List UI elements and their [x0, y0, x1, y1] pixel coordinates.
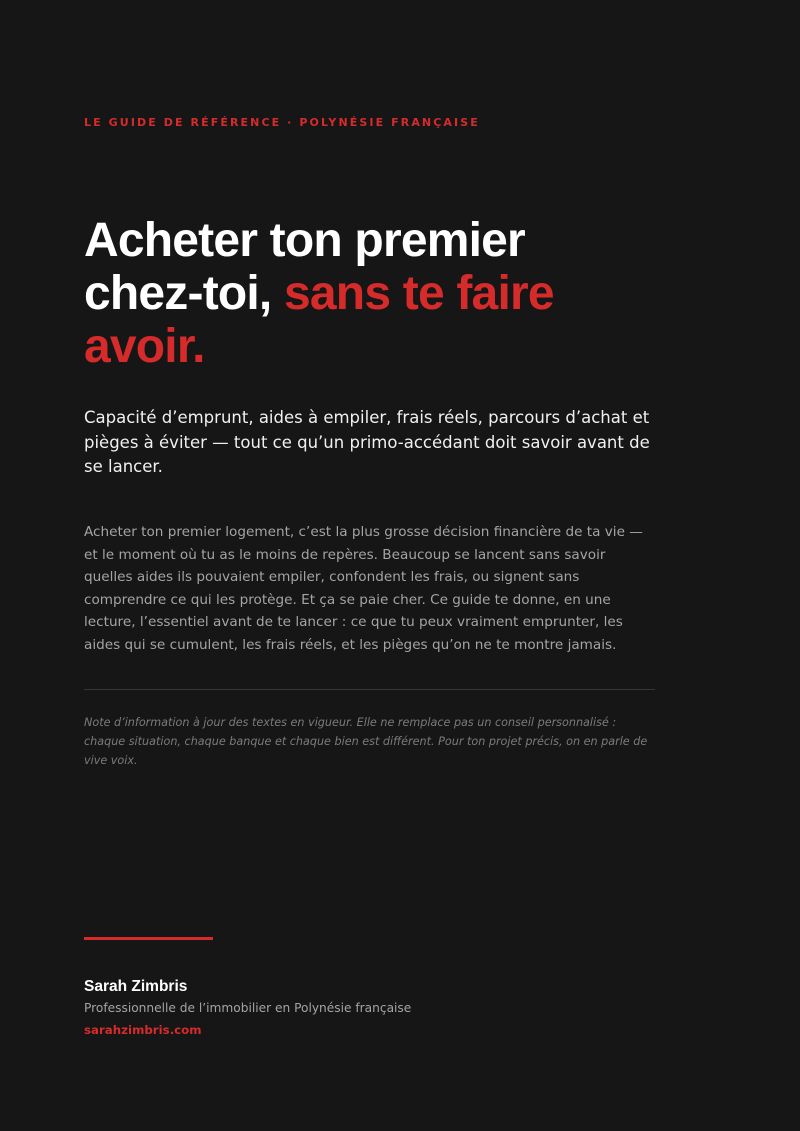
author-name: Sarah Zimbris	[84, 978, 188, 995]
disclaimer-note: Note d’information à jour des textes en vigueur. Elle ne remplace pas un conseil personnalisé : chaque situation, chaque banque et chaque bien est différent. Pour ton projet précis, on en parle de vive voix.	[84, 716, 648, 767]
author-role: Professionnelle de l’immobilier en Polynésie française	[84, 1001, 412, 1015]
guide-kicker: LE GUIDE DE RÉFÉRENCE · POLYNÉSIE FRANÇAISE	[84, 116, 480, 129]
page-title	[84, 214, 644, 373]
title-accent: sans te faire avoir.	[84, 267, 554, 373]
cover-page	[84, 0, 656, 1131]
title-plain: Acheter ton premier chez-toi,	[84, 214, 525, 320]
divider	[84, 689, 655, 690]
author-website-link[interactable]: sarahzimbris.com	[84, 1023, 202, 1037]
lede-paragraph: Capacité d’emprunt, aides à empiler, frais réels, parcours d’achat et pièges à éviter — tout ce qu’un primo-accédant doit savoir avant de se lancer.	[84, 408, 650, 476]
accent-bar	[84, 937, 213, 940]
intro-paragraph: Acheter ton premier logement, c’est la plus grosse décision financière de ta vie — et le moment où tu as le moins de repères. Beaucoup se lancent sans savoir quelles aides ils pouvaient empiler, confondent les frais, ou signent sans comprendre ce qui les protège. Et ça se paie cher. Ce guide te donne, en une lecture, l’essentiel avant de te lancer : ce que tu peux vraiment emprunter, les aides qui se cumulent, les frais réels, et les pièges qu’on ne te montre jamais.	[84, 524, 643, 653]
